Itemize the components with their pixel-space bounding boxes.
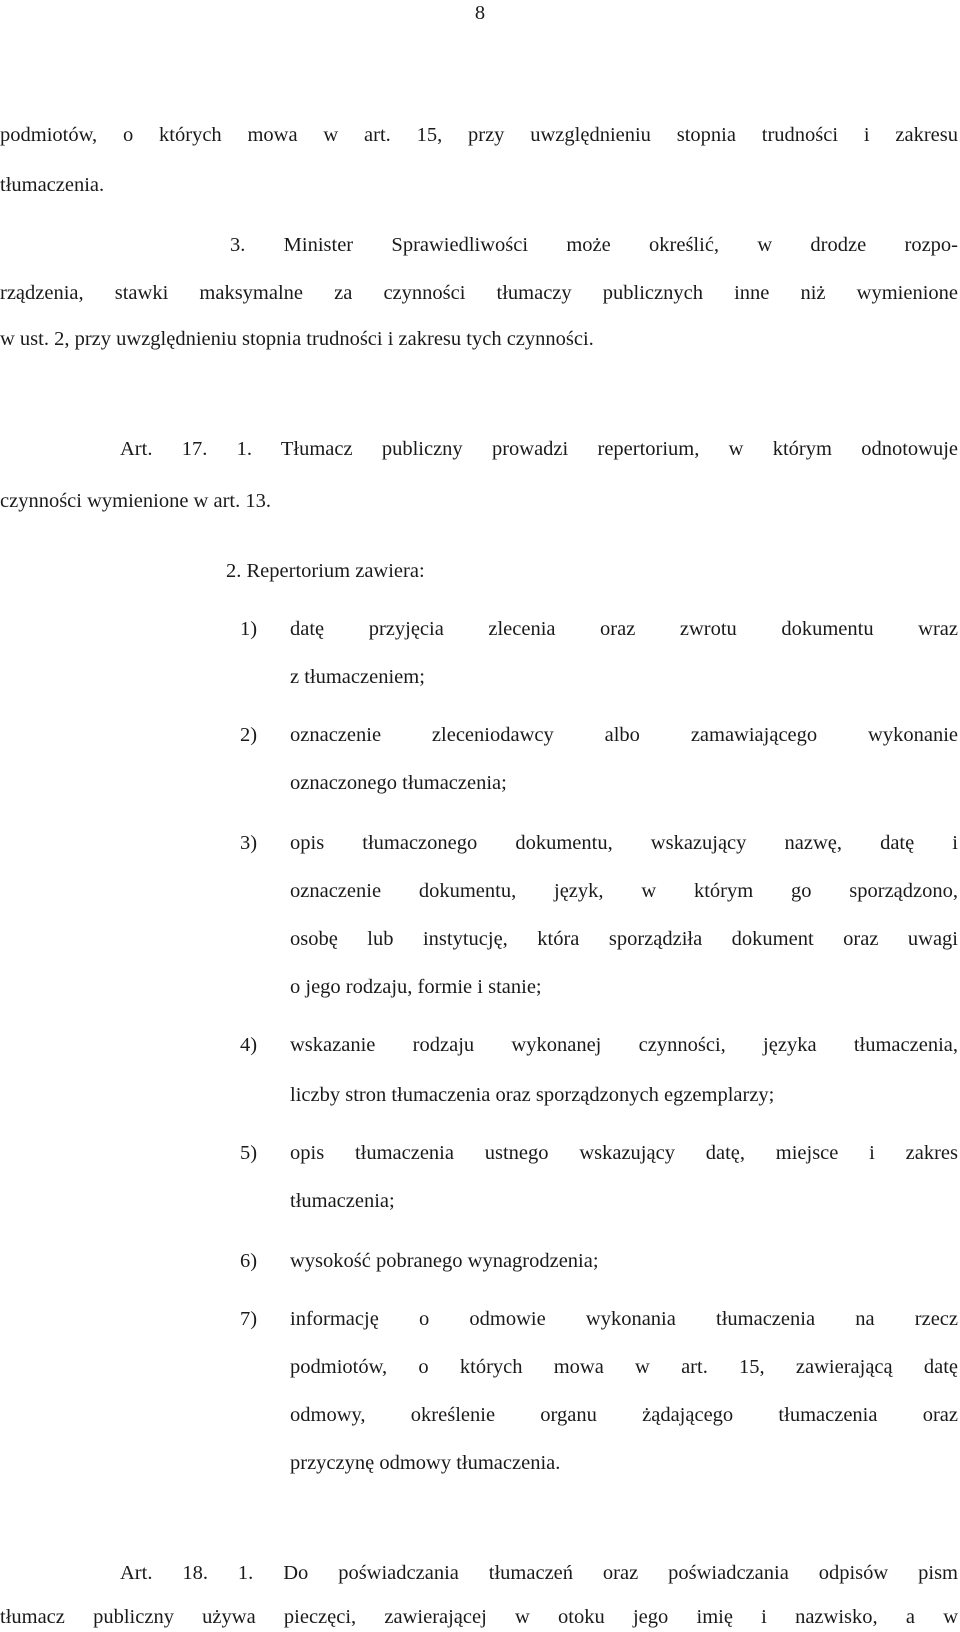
list-item-line: datę przyjęcia zlecenia oraz zwrotu dokumentu wraz bbox=[290, 618, 958, 640]
art17-line2: czynności wymienione w art. 13. bbox=[0, 490, 271, 512]
p1-line2: tłumaczenia. bbox=[0, 174, 105, 196]
list-item-line: wskazanie rodzaju wykonanej czynności, języka tłumaczenia, bbox=[290, 1034, 958, 1056]
art18-line1: Art. 18. 1. Do poświadczania tłumaczeń oraz poświadczania odpisów pism bbox=[120, 1562, 958, 1584]
list-item-line: wysokość pobranego wynagrodzenia; bbox=[290, 1250, 599, 1272]
list-item-line: oznaczenie zleceniodawcy albo zamawiającego wykonanie bbox=[290, 724, 958, 746]
p1-line1: podmiotów, o których mowa w art. 15, przy uwzględnieniu stopnia trudności i zakresu bbox=[0, 124, 958, 146]
list-item-number: 2) bbox=[240, 724, 258, 746]
list-item-line: oznaczenie dokumentu, język, w którym go sporządzono, bbox=[290, 880, 958, 902]
list-item-line: opis tłumaczonego dokumentu, wskazujący nazwę, datę i bbox=[290, 832, 958, 854]
list-item-line: informację o odmowie wykonania tłumaczenia na rzecz bbox=[290, 1308, 958, 1330]
list-item-line: osobę lub instytucję, która sporządziła dokument oraz uwagi bbox=[290, 928, 958, 950]
list-item-line: przyczynę odmowy tłumaczenia. bbox=[290, 1452, 561, 1474]
art18-line2: tłumacz publiczny używa pieczęci, zawierającej w otoku jego imię i nazwisko, a w bbox=[0, 1606, 958, 1628]
list-item-number: 3) bbox=[240, 832, 258, 854]
page-number: 8 bbox=[474, 2, 486, 24]
p3-line1: 2. Repertorium zawiera: bbox=[226, 560, 425, 582]
list-item-line: opis tłumaczenia ustnego wskazujący datę, miejsce i zakres bbox=[290, 1142, 958, 1164]
list-item-number: 1) bbox=[240, 618, 258, 640]
list-item-line: odmowy, określenie organu żądającego tłumaczenia oraz bbox=[290, 1404, 958, 1426]
list-item-line: oznaczonego tłumaczenia; bbox=[290, 772, 507, 794]
art17-line1: Art. 17. 1. Tłumacz publiczny prowadzi repertorium, w którym odnotowuje bbox=[120, 438, 958, 460]
p2-line3: w ust. 2, przy uwzględnieniu stopnia trudności i zakresu tych czynności. bbox=[0, 328, 594, 350]
list-item-line: liczby stron tłumaczenia oraz sporządzonych egzemplarzy; bbox=[290, 1084, 775, 1106]
list-item-line: podmiotów, o których mowa w art. 15, zawierającą datę bbox=[290, 1356, 958, 1378]
list-item-line: o jego rodzaju, formie i stanie; bbox=[290, 976, 542, 998]
list-item-line: tłumaczenia; bbox=[290, 1190, 395, 1212]
list-item-number: 4) bbox=[240, 1034, 258, 1056]
p2-line1: 3. Minister Sprawiedliwości może określić, w drodze rozpo- bbox=[230, 234, 958, 256]
list-item-number: 5) bbox=[240, 1142, 258, 1164]
list-item-line: z tłumaczeniem; bbox=[290, 666, 425, 688]
list-item-number: 6) bbox=[240, 1250, 258, 1272]
list-item-number: 7) bbox=[240, 1308, 258, 1330]
p2-line2: rządzenia, stawki maksymalne za czynności tłumaczy publicznych inne niż wymienione bbox=[0, 282, 958, 304]
